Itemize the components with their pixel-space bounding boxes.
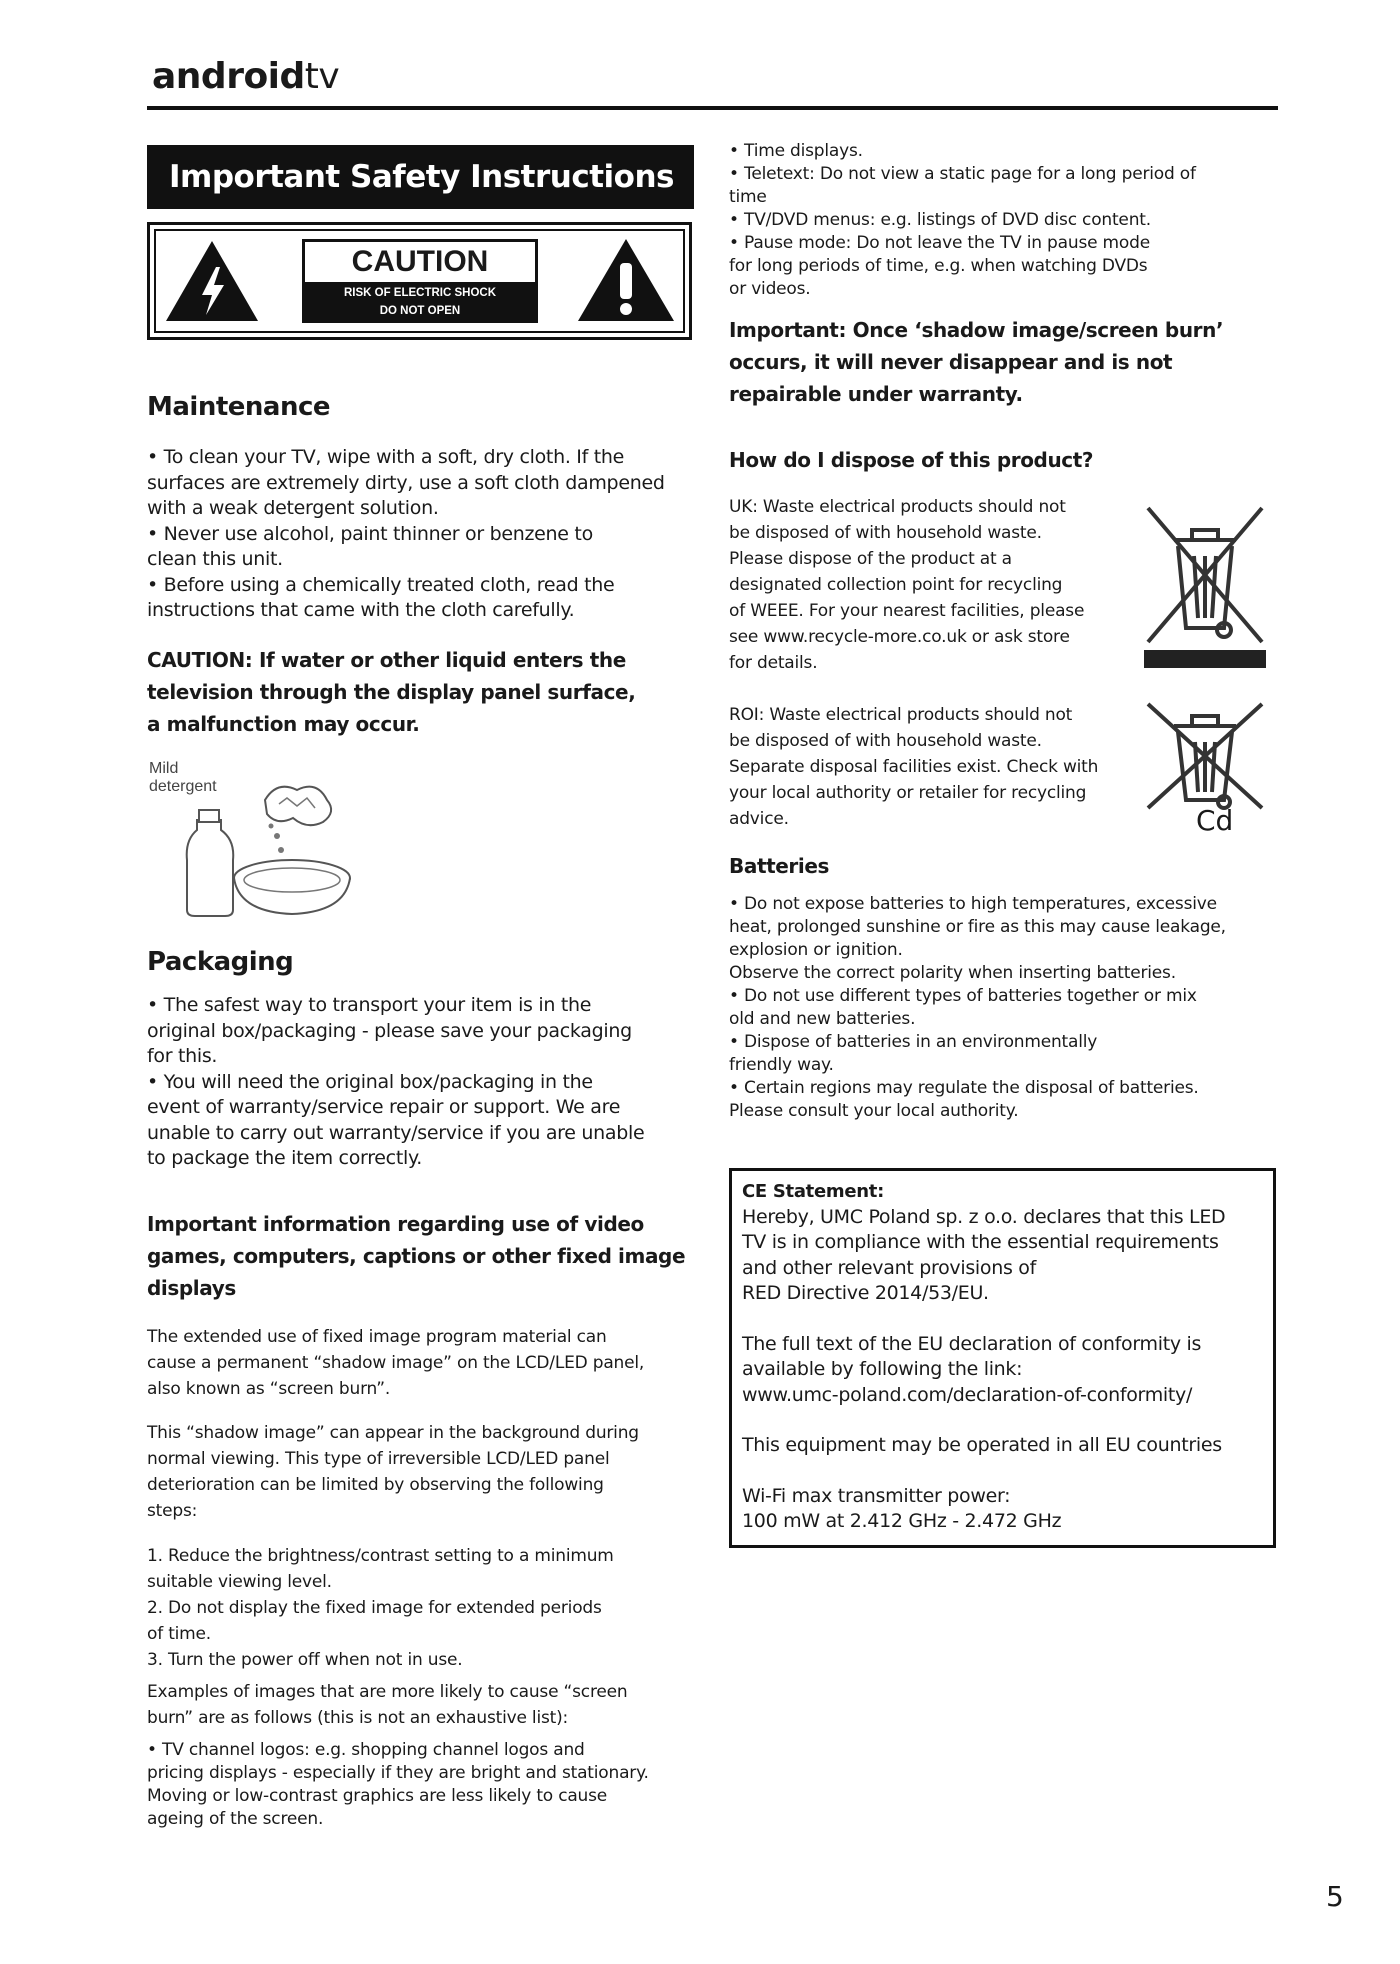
packaging-text: • The safest way to transport your item is in the original box/packaging - please save your packaging for this. • You will need the original box/packaging in the event of warranty/service repair or support. We are unable to carry out warranty/service if you are unable to package the item correctly. <box>147 994 645 1169</box>
dispose-heading: How do I dispose of this product? <box>729 448 1094 472</box>
dispose-uk-text: UK: Waste electrical products should not be disposed of with household waste. Please dispose of the product at a designated collection point for recycling of WEEE. For your nearest facilities, please see www.recycle-more.co.uk or ask store for details. <box>729 497 1085 673</box>
batteries-heading: Batteries <box>729 854 830 878</box>
caution-title: CAUTION <box>351 245 489 278</box>
ce-title: CE Statement: <box>742 1181 884 1202</box>
detergent-label: Mild detergent <box>149 760 217 795</box>
caution-sign <box>147 222 692 340</box>
fixed-image-para-1: The extended use of fixed image program material can cause a permanent “shadow image” on the LCD/LED panel, also known as “screen burn”. <box>147 1327 645 1399</box>
fixed-image-examples-left: • TV channel logos: e.g. shopping channel logos and pricing displays - especially if they are bright and stationary. Moving or low-contrast graphics are less likely to cause ageing of the screen. <box>147 1740 649 1829</box>
fixed-image-heading: Important information regarding use of video games, computers, captions or other fixed image displays <box>147 1212 686 1300</box>
caution-line-2: DO NOT OPEN <box>379 305 461 317</box>
dispose-roi-text: ROI: Waste electrical products should not be disposed of with household waste. Separate disposal facilities exist. Check with your local authority or retailer for recycling advice. <box>729 705 1099 829</box>
fixed-image-steps: 1. Reduce the brightness/contrast setting to a minimum suitable viewing level. 2. Do not display the fixed image for extended periods of time. 3. Turn the power off when not in use. <box>147 1546 614 1670</box>
ce-statement-box: CE Statement: Hereby, UMC Poland sp. z o.o. declares that this LED TV is in compliance with the essential requirements and other relevant provisions of RED Directive 2014/53/EU. The full text of the EU declaration of conformity is available by following the link: www.umc-poland.com/declaration-of-conformity/ This equipment may be operated in all EU countries Wi-Fi max transmitter power: 100 mW at 2.412 GHz - 2.472 GHz <box>729 1168 1276 1548</box>
page-number: 5 <box>1326 1880 1344 1913</box>
cd-label: Cd <box>1196 804 1234 837</box>
electric-shock-warning-icon <box>162 237 262 325</box>
batteries-text: • Do not expose batteries to high temperatures, excessive heat, prolonged sunshine or fire as this may cause leakage, explosion or ignition. Observe the correct polarity when inserting batteries. • Do not use different types of batteries together or mix old and new batteries. • Dispose of batteries in an environmentally friendly way. • Certain regions may regulate the disposal of batteries. Please consult your local authority. <box>729 894 1226 1121</box>
maintenance-heading: Maintenance <box>147 392 331 422</box>
exclamation-warning-icon <box>574 235 678 325</box>
logo-light-text: tv <box>304 56 340 97</box>
weee-bin-cd-icon <box>1140 700 1270 820</box>
page-title: Important Safety Instructions <box>147 145 694 209</box>
fixed-image-examples-intro: Examples of images that are more likely to cause “screen burn” are as follows (this is not an exhaustive list): <box>147 1682 628 1728</box>
screen-burn-warning: Important: Once ‘shadow image/screen burn’ occurs, it will never disappear and is not repairable under warranty. <box>729 318 1224 406</box>
maintenance-caution: CAUTION: If water or other liquid enters the television through the display panel surface, a malfunction may occur. <box>147 648 636 736</box>
androidtv-logo <box>152 56 339 97</box>
fixed-image-examples-right: • Time displays. • Teletext: Do not view a static page for a long period of time • TV/DVD menus: e.g. listings of DVD disc content. • Pause mode: Do not leave the TV in pause mode for long periods of time, e.g. when watching DVDs or videos. <box>729 141 1196 299</box>
detergent-illustration <box>147 760 357 920</box>
caution-line-1: RISK OF ELECTRIC SHOCK <box>343 287 497 299</box>
detergent-bottle-bowl-icon <box>147 760 357 920</box>
header-rule <box>147 106 1278 110</box>
fixed-image-para-2: This “shadow image” can appear in the background during normal viewing. This type of irreversible LCD/LED panel deterioration can be limited by observing the following steps: <box>147 1423 639 1521</box>
weee-bin-icon <box>1140 500 1270 670</box>
caution-label <box>302 239 538 323</box>
maintenance-text: • To clean your TV, wipe with a soft, dry cloth. If the surfaces are extremely dirty, use a soft cloth dampened with a weak detergent solution. • Never use alcohol, paint thinner or benzene to clean this unit. • Before using a chemically treated cloth, read the instructions that came with the cloth carefully. <box>147 446 665 621</box>
logo-bold-text: android <box>152 56 305 97</box>
ce-link: www.umc-poland.com/declaration-of-conformity/ <box>742 1383 1193 1406</box>
packaging-heading: Packaging <box>147 947 294 977</box>
